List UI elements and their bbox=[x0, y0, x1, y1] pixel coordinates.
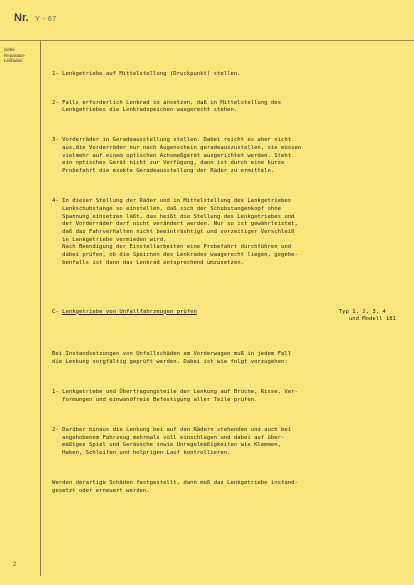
page-number: 2 bbox=[13, 562, 17, 568]
document-header bbox=[14, 8, 57, 26]
header-divider bbox=[0, 40, 414, 41]
margin-divider bbox=[40, 40, 41, 576]
step-4: 4- In dieser Stellung der Räder und in Mittelstellung des Lenkgetriebes Lenkschubstange so einstellen, daß sich der Schubstangenkopf ohne Spannung einsetzen läßt, das heißt die Stellung des Lenkgetriebes und der Vorderräder darf nicht verändert werden. Nur so ist gewährleistet, daß das Fahrverhalten nicht beeinträchtigt und vorzeitiger Verschleiß in Lenkgetriebe vermieden wird. Nach Beendigung der Einstellarbeiten eine Probefahrt durchführen und dabei prüfen, ob die Speichen des Lenkrades waagerecht liegen, gegebe- benfalls ist dann das Lenkrad entsprechend umzusetzen. bbox=[52, 198, 298, 266]
section-heading bbox=[52, 309, 396, 324]
document-body bbox=[52, 56, 396, 510]
check-step-2: 2- Darüber hinaus die Lenkung bei auf den Rädern stehenden und auch bei angehobenem Fahrzeug mehrmals voll einschlagen und dabei auf über- mäßiges Spiel und Geräusche sowie Unregelmäßigkeiten wie Klemmen, Haken, Schleifen und holprigen Lauf kontrollieren. bbox=[52, 426, 292, 456]
step-3: 3- Vorderräder in Geradeausstellung stellen. Dabei reicht es aber nicht aus,die Vorderräder nur nach Augenschein geradeauszustellen, sie müssen vielmehr auf einem optischen Achsmeßgerät ausgerichtet werden. Steht ein optisches Gerät nicht zur Verfügung, dann ist durch eine kurze Probefahrt die exakte Geradeausstellung der Räder zu ermitteln. bbox=[52, 137, 302, 175]
step-1: 1- Lenkgetriebe auf Mittelstellung (Druckpunkt) stellen. bbox=[52, 71, 241, 78]
check-step-1: 1- Lenkgetriebe und Übertragungsteile der Lenkung auf Brüche, Risse, Ver- formungen und einwandfreie Befestigung aller Teile prüfen. bbox=[52, 389, 298, 403]
section-typ: Typ 1, 2, 3, 4 und Modell 181 bbox=[338, 308, 396, 323]
nr-value: Y - 67 bbox=[35, 16, 57, 23]
margin-note: siehe Reparatur- Leitfaden bbox=[4, 47, 26, 64]
closing-note: Werden derartige Schäden festgestellt, dann muß das Lenkgetriebe instand- gesetzt oder erneuert werden. bbox=[52, 480, 298, 494]
section-title: Lenkgetriebe von Unfallfahrzeugen prüfen bbox=[62, 308, 197, 315]
step-2: 2- Falls erforderlich Lenkrad so ansetzen, daß in Mittelstellung des Lenkgetriebes die Lenkradspeichen waagerecht stehen. bbox=[52, 99, 282, 114]
section-letter: C- bbox=[52, 308, 59, 315]
section-intro: Bei Instandsetzungen von Unfallschäden am Vorderwagen muß in jedem Fall die Lenkung sorgfältig geprüft werden. Dabei ist wie folgt vorzugehen: bbox=[52, 351, 292, 365]
nr-label: Nr. bbox=[14, 12, 29, 24]
section-title-wrap bbox=[52, 309, 197, 324]
